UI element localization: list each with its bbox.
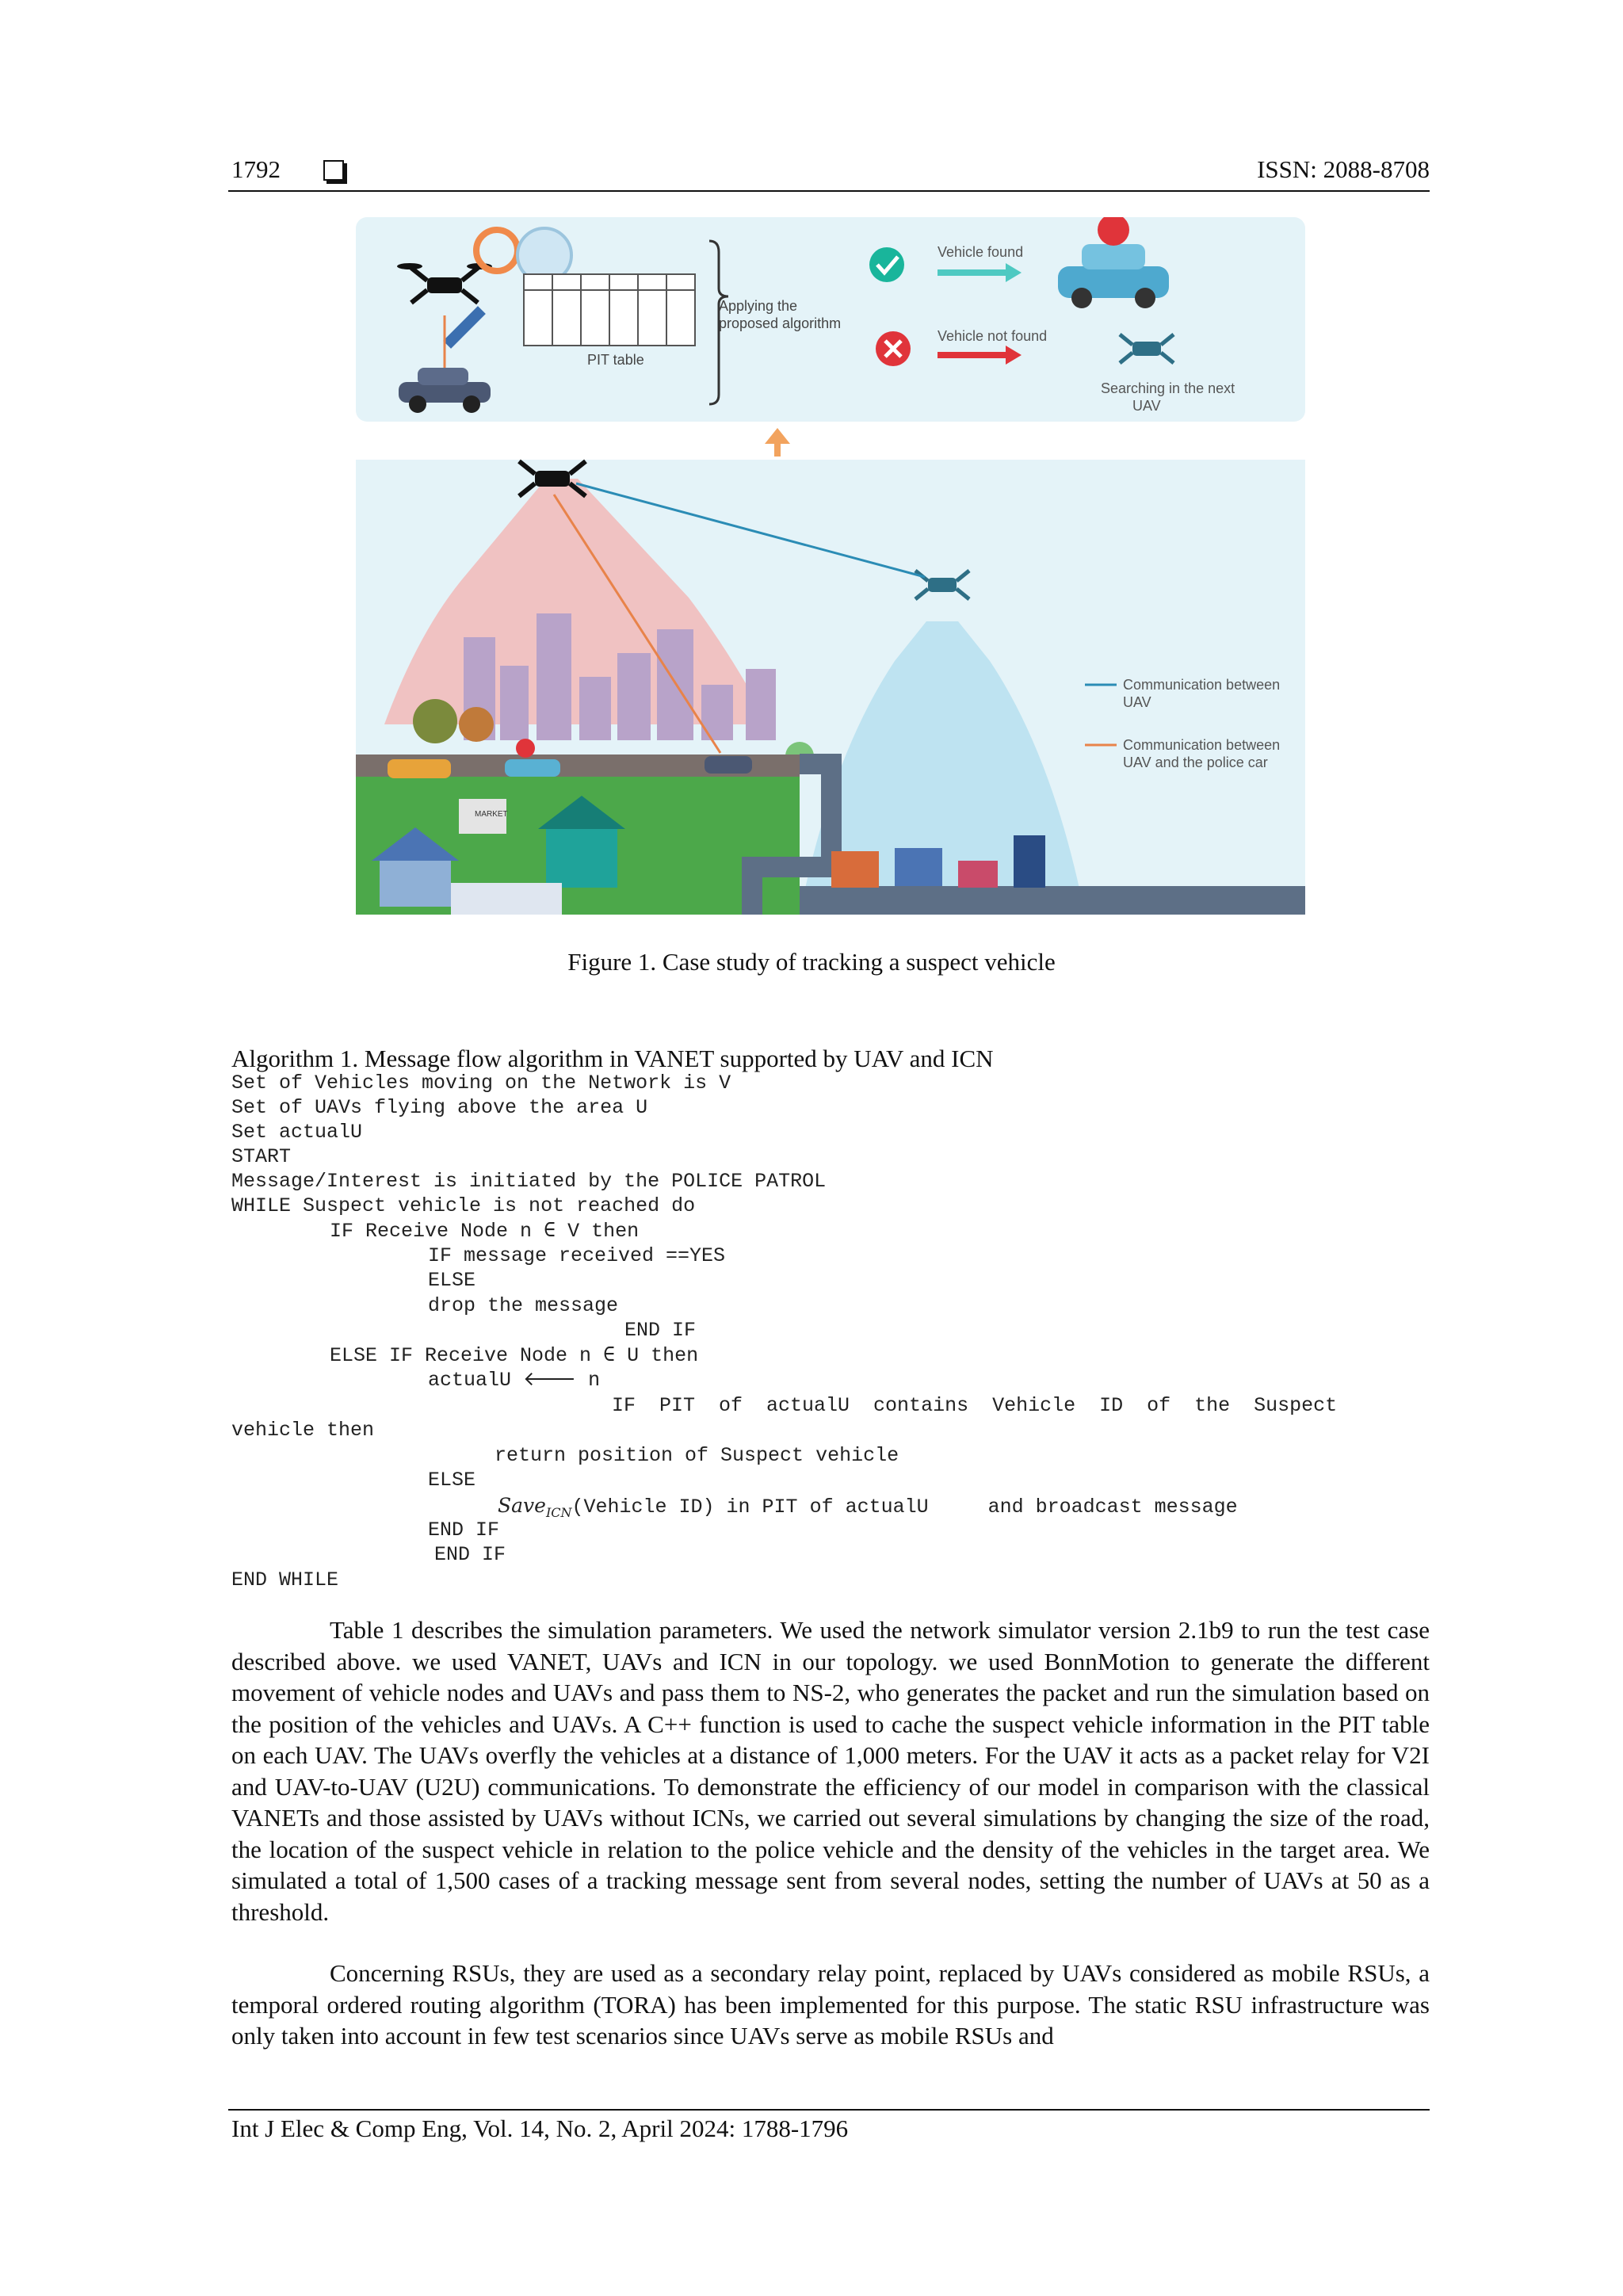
code-line: END WHILE <box>231 1568 339 1591</box>
code-line: END IF <box>428 1519 500 1541</box>
code-line: ELSE <box>428 1269 476 1292</box>
code-line: vehicle then <box>231 1419 375 1442</box>
code-line: actualU 🡐 n <box>428 1369 601 1392</box>
applying-label-1: Applying the <box>719 298 798 314</box>
code-line: IF PIT of actualU contains Vehicle ID of the Suspect <box>612 1394 1338 1417</box>
page-number: 1792 <box>231 155 281 183</box>
check-icon <box>869 247 904 282</box>
code-line: END IF <box>624 1319 697 1342</box>
body-paragraph-1: Table 1 describes the simulation parameters. We used the network simulator version 2.1b9 to run the test case described above. we used VANET, UAVs and ICN in our topology. we used BonnMotion to generate the different movement of vehicle nodes and UAVs and pass them to NS-2, who generates the packet and run the simulation based on the position of the vehicles and UAVs. A C++ function is used to cache the suspect vehicle information in the PIT table on each UAV. The UAVs overfly the vehicles at a distance of 1,000 meters. For the UAV it acts as a packet relay for V2I and UAV-to-UAV (U2U) communications. To demonstrate the efficiency of our model in comparison with the classical VANETs and those assisted by UAVs without ICNs, we carried out several simulations by changing the size of the road, the location of the suspect vehicle in relation to the police vehicle and the density of the vehicles in the target area. We simulated a total of 1,500 cases of a tracking message sent from several nodes, setting the number of UAVs at 50 as a threshold. <box>231 1616 1430 1926</box>
vehicle-found-label: Vehicle found <box>938 244 1024 260</box>
legend-police-2: UAV and the police car <box>1123 755 1268 770</box>
code-line: IF message received ==YES <box>428 1244 726 1267</box>
road-bottom <box>800 886 1305 915</box>
box-bullet-icon <box>323 160 344 181</box>
applying-label-2: proposed algorithm <box>719 315 842 331</box>
suspect-car-city <box>505 759 560 777</box>
algorithm-title: Algorithm 1. Message flow algorithm in VANET supported by UAV and ICN <box>231 1045 994 1072</box>
code-line: WHILE Suspect vehicle is not reached do <box>231 1194 696 1217</box>
body-paragraph-2: Concerning RSUs, they are used as a secondary relay point, replaced by UAVs considered as mobile RSUs, a temporal ordered routing algorithm (TORA) has been implemented for this purpose. The static RSU infrastructure was only taken into account in few test scenarios since UAVs serve as mobile RSUs and <box>231 1959 1430 2050</box>
figure-case-study <box>356 217 1305 915</box>
code-line: Message/Interest is initiated by the POLICE PATROL <box>231 1170 827 1193</box>
code-line: ELSE <box>428 1469 476 1492</box>
code-line: Set actualU <box>231 1121 363 1144</box>
code-line: ELSE IF Receive Node n ∈ U then <box>330 1344 699 1367</box>
police-car-city <box>705 756 752 774</box>
pit-table-label: PIT table <box>587 352 644 368</box>
legend-police-1: Communication between <box>1123 737 1281 753</box>
bus-icon <box>388 759 451 778</box>
save-subscript: ICN <box>545 1505 572 1520</box>
journal-issn: ISSN: 2088-8708 <box>1257 155 1430 183</box>
code-line: drop the message <box>428 1294 619 1317</box>
save-args: (Vehicle ID) in PIT of actualU and broadcast message <box>571 1496 1238 1519</box>
searching-label-1: Searching in the next <box>1101 380 1235 396</box>
up-arrow <box>765 428 790 457</box>
market-sign: MARKET <box>475 810 508 819</box>
code-line: START <box>231 1145 292 1168</box>
code-line: END IF <box>434 1543 506 1566</box>
header-rule <box>228 190 1430 192</box>
tree-icon <box>413 699 457 743</box>
footer-citation: Int J Elec & Comp Eng, Vol. 14, No. 2, April 2024: 1788-1796 <box>231 2115 849 2142</box>
code-line: IF Receive Node n ∈ V then <box>330 1220 640 1243</box>
vehicle-not-found-label: Vehicle not found <box>938 328 1048 344</box>
legend-uav-2: UAV <box>1123 694 1151 710</box>
figure-caption: Figure 1. Case study of tracking a suspect vehicle <box>567 948 1056 976</box>
save-function: Save <box>498 1494 546 1517</box>
code-line-save <box>498 1493 1238 1525</box>
searching-label-2: UAV <box>1132 398 1161 414</box>
legend-uav-1: Communication between <box>1123 677 1281 693</box>
code-line: Set of Vehicles moving on the Network is V <box>231 1072 731 1095</box>
code-line: Set of UAVs flying above the area U <box>231 1096 648 1119</box>
footer-rule <box>228 2109 1430 2111</box>
pit-table-graphic <box>524 274 695 346</box>
code-line: return position of Suspect vehicle <box>495 1444 899 1467</box>
